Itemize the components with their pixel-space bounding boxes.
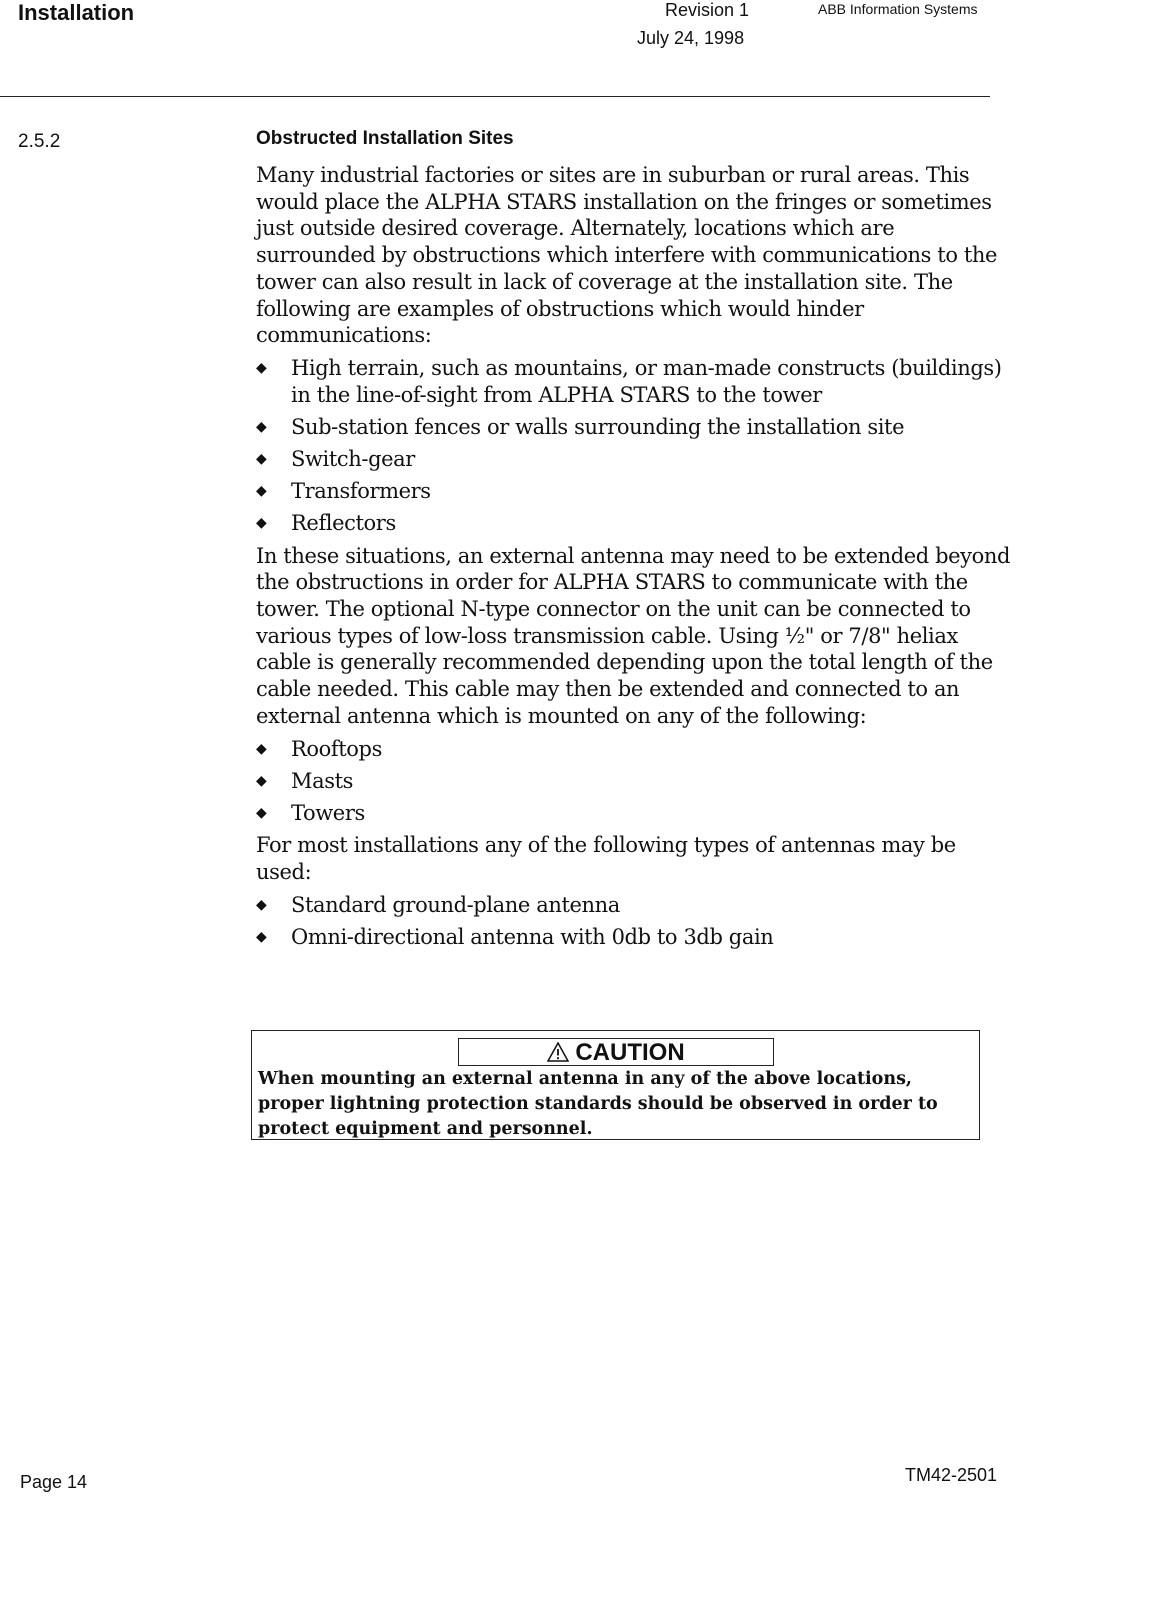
- section-number: 2.5.2: [18, 131, 61, 152]
- situations-paragraph: In these situations, an external antenna may need to be extended beyond the obstructions in order for ALPHA STARS to communicate with the tower. The optional N-type connector on the unit can be connected to various types of low-loss transmission cable. Using ½" or 7/8" heliax cable is generally recommended depending upon the total length of the cable needed. This cable may then be extended and connected to an external antenna which is mounted on any of the following:: [256, 543, 1011, 728]
- list-item: ◆ High terrain, such as mountains, or man-made constructs (buildings) in the line-of-sight from ALPHA STARS to the tower: [256, 355, 1002, 407]
- list-item: ◆ Towers: [256, 800, 365, 825]
- list-item: ◆ Sub-station fences or walls surrounding the installation site: [256, 414, 905, 439]
- antenna-types-paragraph: For most installations any of the following types of antennas may be used:: [256, 833, 956, 884]
- list-item: ◆ Reflectors: [256, 511, 396, 536]
- section-body: [256, 162, 1011, 956]
- caution-heading: CAUTION: [458, 1038, 774, 1066]
- header-section-title: Installation: [18, 0, 135, 25]
- diamond-bullet-icon: ◆: [256, 451, 267, 468]
- header-divider: [0, 96, 990, 97]
- list-item: ◆ Rooftops: [256, 736, 382, 761]
- caution-box: [251, 1030, 980, 1140]
- list-item: ◆ Omni-directional antenna with 0db to 3db gain: [256, 924, 774, 949]
- warning-triangle-icon: [547, 1042, 569, 1062]
- diamond-bullet-icon: ◆: [256, 804, 267, 821]
- header-revision: Revision 1: [665, 0, 750, 20]
- diamond-bullet-icon: ◆: [256, 896, 267, 913]
- diamond-bullet-icon: ◆: [256, 928, 267, 945]
- list-item: ◆ Switch-gear: [256, 447, 415, 472]
- mounts-list: [256, 736, 1011, 827]
- diamond-bullet-icon: ◆: [256, 740, 267, 757]
- list-item: ◆ Masts: [256, 768, 354, 793]
- caution-text: When mounting an external antenna in any of the above locations, proper lightning protection standards should be observed in order to protect equipment and personnel.: [258, 1069, 938, 1139]
- list-item: ◆ Transformers: [256, 479, 431, 504]
- antennas-list: [256, 892, 1011, 951]
- list-item: ◆ Standard ground-plane antenna: [256, 892, 620, 917]
- diamond-bullet-icon: ◆: [256, 772, 267, 789]
- footer-document-id: TM42-2501: [905, 1465, 998, 1485]
- header-company: ABB Information Systems: [818, 1, 978, 17]
- header-date: July 24, 1998: [637, 28, 745, 48]
- diamond-bullet-icon: ◆: [256, 359, 267, 376]
- diamond-bullet-icon: ◆: [256, 418, 267, 435]
- section-title: Obstructed Installation Sites: [256, 128, 514, 149]
- obstructions-list: [256, 355, 1011, 537]
- footer-page-number: Page 14: [20, 1472, 88, 1492]
- intro-paragraph: Many industrial factories or sites are in suburban or rural areas. This would place the ALPHA STARS installation on the fringes or sometimes just outside desired coverage. Alternately, locations which are surrounded by obstructions which interfere with communications to the tower can also result in lack of coverage at the installation site. The following are examples of obstructions which would hinder communications:: [256, 163, 998, 348]
- diamond-bullet-icon: ◆: [256, 515, 267, 532]
- diamond-bullet-icon: ◆: [256, 483, 267, 500]
